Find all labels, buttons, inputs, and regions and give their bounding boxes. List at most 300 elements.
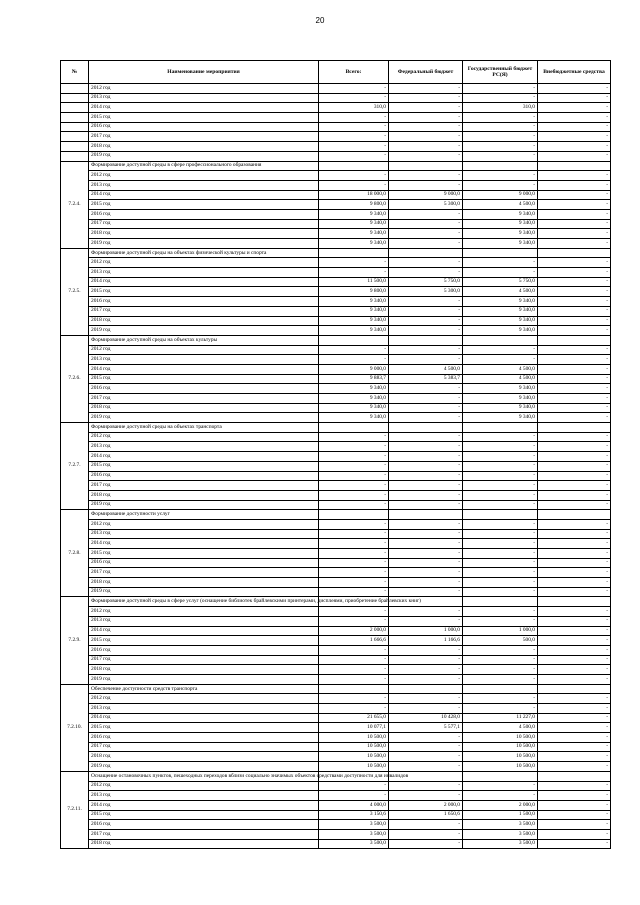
- offbudget-cell: -: [538, 626, 611, 636]
- total-cell: -: [319, 694, 389, 704]
- year-row: [61, 665, 611, 675]
- offbudget-cell: -: [538, 432, 611, 442]
- year-row: [61, 103, 611, 113]
- table-header-row: [61, 61, 611, 84]
- total-cell: -: [319, 84, 389, 94]
- republic-cell: 10 500,0: [463, 742, 538, 752]
- year-row: [61, 345, 611, 355]
- republic-cell: 10 500,0: [463, 762, 538, 772]
- republic-cell: -: [463, 442, 538, 452]
- republic-cell: 9 340,0: [463, 413, 538, 423]
- year-label: 2012 год: [89, 432, 319, 442]
- federal-cell: -: [389, 587, 463, 597]
- total-cell: -: [319, 132, 389, 142]
- offbudget-cell: -: [538, 151, 611, 161]
- federal-cell: 5 750,0: [389, 277, 463, 287]
- republic-cell: 2 000,0: [463, 800, 538, 810]
- federal-cell: 2 000,0: [389, 800, 463, 810]
- year-label: 2012 год: [89, 607, 319, 617]
- federal-cell: -: [389, 122, 463, 132]
- total-cell: 9 340,0: [319, 306, 389, 316]
- federal-cell: -: [389, 403, 463, 413]
- empty-cell: [61, 142, 89, 152]
- federal-cell: -: [389, 616, 463, 626]
- total-cell: -: [319, 655, 389, 665]
- offbudget-cell: -: [538, 394, 611, 404]
- total-cell: 9 340,0: [319, 316, 389, 326]
- total-cell: 3 500,0: [319, 829, 389, 839]
- total-cell: 9 883,7: [319, 374, 389, 384]
- year-label: 2017 год: [89, 481, 319, 491]
- total-cell: 9 340,0: [319, 413, 389, 423]
- offbudget-cell: -: [538, 733, 611, 743]
- total-cell: 10 500,0: [319, 752, 389, 762]
- offbudget-cell: -: [538, 752, 611, 762]
- empty-cell: [538, 597, 611, 607]
- section-number: 7.2.6.: [61, 335, 89, 422]
- republic-cell: 1 000,0: [463, 626, 538, 636]
- year-label: 2014 год: [89, 539, 319, 549]
- republic-cell: 9 340,0: [463, 239, 538, 249]
- offbudget-cell: -: [538, 578, 611, 588]
- total-cell: -: [319, 180, 389, 190]
- empty-cell: [463, 597, 538, 607]
- republic-cell: 5 750,0: [463, 277, 538, 287]
- year-label: 2016 год: [89, 384, 319, 394]
- total-cell: 10 500,0: [319, 742, 389, 752]
- year-row: [61, 549, 611, 559]
- federal-cell: -: [389, 316, 463, 326]
- year-label: 2014 год: [89, 626, 319, 636]
- federal-cell: -: [389, 442, 463, 452]
- empty-cell: [538, 248, 611, 258]
- republic-cell: -: [463, 616, 538, 626]
- year-row: [61, 839, 611, 849]
- offbudget-cell: -: [538, 326, 611, 336]
- year-label: 2012 год: [89, 258, 319, 268]
- total-cell: -: [319, 674, 389, 684]
- section-title: Формирование доступной среды в сфере профессионального образования: [89, 161, 319, 171]
- federal-cell: 10 428,0: [389, 713, 463, 723]
- offbudget-cell: -: [538, 568, 611, 578]
- total-cell: 3 500,0: [319, 839, 389, 849]
- year-row: [61, 704, 611, 714]
- federal-cell: -: [389, 665, 463, 675]
- republic-cell: -: [463, 142, 538, 152]
- republic-cell: -: [463, 355, 538, 365]
- year-row: [61, 442, 611, 452]
- section-title-row: [61, 248, 611, 258]
- republic-cell: -: [463, 781, 538, 791]
- total-cell: -: [319, 93, 389, 103]
- section-number: 7.2.9.: [61, 597, 89, 684]
- republic-cell: 9 340,0: [463, 297, 538, 307]
- year-label: 2018 год: [89, 490, 319, 500]
- offbudget-cell: -: [538, 268, 611, 278]
- total-cell: -: [319, 539, 389, 549]
- offbudget-cell: -: [538, 791, 611, 801]
- federal-cell: -: [389, 752, 463, 762]
- federal-cell: -: [389, 481, 463, 491]
- year-row: [61, 723, 611, 733]
- republic-cell: 3 500,0: [463, 829, 538, 839]
- empty-cell: [463, 335, 538, 345]
- header-offbudget: Внебюджетные средства: [538, 61, 611, 84]
- year-row: [61, 742, 611, 752]
- year-label: 2018 год: [89, 665, 319, 675]
- section-title-row: [61, 510, 611, 520]
- year-row: [61, 674, 611, 684]
- total-cell: 1 666,6: [319, 636, 389, 646]
- year-row: [61, 461, 611, 471]
- total-cell: -: [319, 122, 389, 132]
- empty-cell: [463, 510, 538, 520]
- empty-cell: [319, 423, 389, 433]
- header-republic: Государственный бюджет РС(Я): [463, 61, 538, 84]
- year-row: [61, 229, 611, 239]
- section-title: Формирование доступности услуг: [89, 510, 319, 520]
- republic-cell: -: [463, 519, 538, 529]
- republic-cell: -: [463, 84, 538, 94]
- section-number: 7.2.8.: [61, 510, 89, 597]
- total-cell: 9 800,0: [319, 287, 389, 297]
- federal-cell: -: [389, 539, 463, 549]
- year-label: 2015 год: [89, 374, 319, 384]
- offbudget-cell: -: [538, 93, 611, 103]
- federal-cell: -: [389, 549, 463, 559]
- empty-cell: [61, 113, 89, 123]
- total-cell: -: [319, 578, 389, 588]
- empty-cell: [61, 122, 89, 132]
- federal-cell: -: [389, 113, 463, 123]
- empty-cell: [389, 510, 463, 520]
- year-label: 2017 год: [89, 306, 319, 316]
- empty-cell: [538, 771, 611, 781]
- federal-cell: 1 000,0: [389, 626, 463, 636]
- empty-cell: [538, 510, 611, 520]
- year-row: [61, 810, 611, 820]
- republic-cell: -: [463, 490, 538, 500]
- section-title: Оснащение остановочных пунктов, пешеходных переходов вблизи социально значимых объектов средствами доступности для инвалидов: [89, 771, 319, 781]
- federal-cell: -: [389, 306, 463, 316]
- year-row: [61, 316, 611, 326]
- offbudget-cell: -: [538, 762, 611, 772]
- offbudget-cell: -: [538, 549, 611, 559]
- federal-cell: -: [389, 519, 463, 529]
- year-label: 2016 год: [89, 558, 319, 568]
- offbudget-cell: -: [538, 209, 611, 219]
- section-number: 7.2.7.: [61, 423, 89, 510]
- year-row: [61, 587, 611, 597]
- total-cell: 9 340,0: [319, 326, 389, 336]
- year-label: 2018 год: [89, 578, 319, 588]
- year-row: [61, 529, 611, 539]
- total-cell: -: [319, 665, 389, 675]
- total-cell: 310,0: [319, 103, 389, 113]
- year-label: 2016 год: [89, 297, 319, 307]
- republic-cell: 4 500,0: [463, 374, 538, 384]
- year-row: [61, 122, 611, 132]
- empty-cell: [463, 684, 538, 694]
- total-cell: 4 000,0: [319, 800, 389, 810]
- republic-cell: -: [463, 122, 538, 132]
- republic-cell: -: [463, 558, 538, 568]
- offbudget-cell: -: [538, 636, 611, 646]
- empty-cell: [389, 161, 463, 171]
- year-row: [61, 190, 611, 200]
- offbudget-cell: -: [538, 820, 611, 830]
- federal-cell: -: [389, 151, 463, 161]
- total-cell: 9 340,0: [319, 239, 389, 249]
- federal-cell: -: [389, 558, 463, 568]
- total-cell: -: [319, 142, 389, 152]
- offbudget-cell: -: [538, 587, 611, 597]
- section-title: Формирование доступной среды на объектах физической культуры и спорта: [89, 248, 319, 258]
- empty-cell: [463, 423, 538, 433]
- year-label: 2013 год: [89, 442, 319, 452]
- offbudget-cell: -: [538, 297, 611, 307]
- offbudget-cell: -: [538, 829, 611, 839]
- year-row: [61, 568, 611, 578]
- federal-cell: -: [389, 820, 463, 830]
- federal-cell: 9 000,0: [389, 190, 463, 200]
- federal-cell: -: [389, 490, 463, 500]
- offbudget-cell: -: [538, 171, 611, 181]
- total-cell: -: [319, 645, 389, 655]
- total-cell: 9 340,0: [319, 229, 389, 239]
- year-row: [61, 394, 611, 404]
- year-label: 2014 год: [89, 103, 319, 113]
- republic-cell: 3 500,0: [463, 839, 538, 849]
- total-cell: -: [319, 549, 389, 559]
- total-cell: -: [319, 471, 389, 481]
- section-number: 7.2.5.: [61, 248, 89, 335]
- republic-cell: 4 500,0: [463, 723, 538, 733]
- federal-cell: 5 577,1: [389, 723, 463, 733]
- federal-cell: 1 650,6: [389, 810, 463, 820]
- empty-cell: [463, 771, 538, 781]
- republic-cell: -: [463, 791, 538, 801]
- federal-cell: 5 300,0: [389, 200, 463, 210]
- year-row: [61, 93, 611, 103]
- total-cell: -: [319, 500, 389, 510]
- offbudget-cell: -: [538, 723, 611, 733]
- offbudget-cell: -: [538, 500, 611, 510]
- year-row: [61, 374, 611, 384]
- offbudget-cell: -: [538, 665, 611, 675]
- year-label: 2019 год: [89, 151, 319, 161]
- republic-cell: 10 500,0: [463, 733, 538, 743]
- offbudget-cell: -: [538, 180, 611, 190]
- year-label: 2019 год: [89, 587, 319, 597]
- year-row: [61, 239, 611, 249]
- year-label: 2018 год: [89, 229, 319, 239]
- republic-cell: 3 500,0: [463, 820, 538, 830]
- total-cell: -: [319, 529, 389, 539]
- federal-cell: -: [389, 645, 463, 655]
- offbudget-cell: -: [538, 655, 611, 665]
- federal-cell: -: [389, 529, 463, 539]
- federal-cell: -: [389, 84, 463, 94]
- year-row: [61, 791, 611, 801]
- empty-cell: [389, 335, 463, 345]
- federal-cell: -: [389, 209, 463, 219]
- page-number: 20: [315, 16, 325, 25]
- year-label: 2013 год: [89, 704, 319, 714]
- year-row: [61, 762, 611, 772]
- empty-cell: [319, 161, 389, 171]
- republic-cell: 9 340,0: [463, 326, 538, 336]
- republic-cell: 9 000,0: [463, 190, 538, 200]
- offbudget-cell: -: [538, 519, 611, 529]
- offbudget-cell: -: [538, 277, 611, 287]
- year-label: 2012 год: [89, 781, 319, 791]
- republic-cell: 1 500,0: [463, 810, 538, 820]
- year-label: 2019 год: [89, 413, 319, 423]
- year-label: 2012 год: [89, 519, 319, 529]
- offbudget-cell: -: [538, 558, 611, 568]
- year-row: [61, 132, 611, 142]
- republic-cell: -: [463, 171, 538, 181]
- year-label: 2017 год: [89, 219, 319, 229]
- total-cell: 9 340,0: [319, 403, 389, 413]
- empty-cell: [463, 161, 538, 171]
- section-title-row: [61, 771, 611, 781]
- section-number: 7.2.11.: [61, 771, 89, 849]
- republic-cell: -: [463, 704, 538, 714]
- year-row: [61, 200, 611, 210]
- year-label: 2016 год: [89, 471, 319, 481]
- year-row: [61, 452, 611, 462]
- year-row: [61, 733, 611, 743]
- federal-cell: -: [389, 326, 463, 336]
- year-label: 2016 год: [89, 209, 319, 219]
- year-label: 2018 год: [89, 142, 319, 152]
- empty-cell: [61, 151, 89, 161]
- section-title: Формирование доступной среды на объектах культуры: [89, 335, 319, 345]
- section-title: Формирование доступной среды на объектах транспорта: [89, 423, 319, 433]
- total-cell: 10 500,0: [319, 733, 389, 743]
- republic-cell: -: [463, 180, 538, 190]
- year-label: 2017 год: [89, 568, 319, 578]
- offbudget-cell: -: [538, 122, 611, 132]
- year-row: [61, 142, 611, 152]
- year-row: [61, 364, 611, 374]
- republic-cell: 9 340,0: [463, 384, 538, 394]
- year-label: 2019 год: [89, 500, 319, 510]
- year-label: 2015 год: [89, 549, 319, 559]
- republic-cell: 9 340,0: [463, 306, 538, 316]
- total-cell: -: [319, 345, 389, 355]
- offbudget-cell: -: [538, 219, 611, 229]
- empty-cell: [538, 335, 611, 345]
- year-row: [61, 287, 611, 297]
- federal-cell: -: [389, 461, 463, 471]
- federal-cell: -: [389, 180, 463, 190]
- offbudget-cell: -: [538, 374, 611, 384]
- republic-cell: 4 500,0: [463, 364, 538, 374]
- offbudget-cell: -: [538, 674, 611, 684]
- offbudget-cell: -: [538, 471, 611, 481]
- total-cell: -: [319, 558, 389, 568]
- year-row: [61, 384, 611, 394]
- year-label: 2015 год: [89, 113, 319, 123]
- total-cell: -: [319, 519, 389, 529]
- total-cell: -: [319, 461, 389, 471]
- empty-cell: [389, 423, 463, 433]
- offbudget-cell: -: [538, 839, 611, 849]
- year-row: [61, 713, 611, 723]
- republic-cell: -: [463, 578, 538, 588]
- offbudget-cell: -: [538, 200, 611, 210]
- republic-cell: -: [463, 607, 538, 617]
- republic-cell: -: [463, 132, 538, 142]
- year-label: 2013 год: [89, 355, 319, 365]
- year-row: [61, 432, 611, 442]
- year-label: 2013 год: [89, 791, 319, 801]
- year-label: 2015 год: [89, 287, 319, 297]
- federal-cell: -: [389, 394, 463, 404]
- empty-cell: [319, 248, 389, 258]
- federal-cell: -: [389, 733, 463, 743]
- year-row: [61, 84, 611, 94]
- year-row: [61, 655, 611, 665]
- total-cell: -: [319, 355, 389, 365]
- federal-cell: -: [389, 452, 463, 462]
- year-label: 2016 год: [89, 733, 319, 743]
- republic-cell: 9 340,0: [463, 316, 538, 326]
- year-row: [61, 403, 611, 413]
- offbudget-cell: -: [538, 306, 611, 316]
- republic-cell: -: [463, 655, 538, 665]
- header-no: №: [61, 61, 89, 84]
- empty-cell: [463, 248, 538, 258]
- year-row: [61, 151, 611, 161]
- offbudget-cell: -: [538, 132, 611, 142]
- republic-cell: -: [463, 529, 538, 539]
- year-row: [61, 306, 611, 316]
- total-cell: -: [319, 258, 389, 268]
- federal-cell: -: [389, 93, 463, 103]
- republic-cell: -: [463, 539, 538, 549]
- federal-cell: -: [389, 355, 463, 365]
- total-cell: 9 000,0: [319, 364, 389, 374]
- empty-cell: [319, 335, 389, 345]
- year-label: 2016 год: [89, 122, 319, 132]
- total-cell: -: [319, 171, 389, 181]
- total-cell: -: [319, 791, 389, 801]
- republic-cell: -: [463, 113, 538, 123]
- offbudget-cell: -: [538, 461, 611, 471]
- republic-cell: -: [463, 452, 538, 462]
- total-cell: 9 340,0: [319, 297, 389, 307]
- total-cell: -: [319, 490, 389, 500]
- empty-cell: [319, 510, 389, 520]
- federal-cell: -: [389, 142, 463, 152]
- federal-cell: -: [389, 413, 463, 423]
- republic-cell: -: [463, 500, 538, 510]
- section-title: Обеспечение доступности средств транспорта: [89, 684, 319, 694]
- year-label: 2017 год: [89, 742, 319, 752]
- offbudget-cell: -: [538, 364, 611, 374]
- year-label: 2013 год: [89, 529, 319, 539]
- total-cell: 10 500,0: [319, 762, 389, 772]
- empty-cell: [61, 93, 89, 103]
- federal-cell: -: [389, 103, 463, 113]
- year-row: [61, 258, 611, 268]
- federal-cell: -: [389, 432, 463, 442]
- republic-cell: 9 340,0: [463, 219, 538, 229]
